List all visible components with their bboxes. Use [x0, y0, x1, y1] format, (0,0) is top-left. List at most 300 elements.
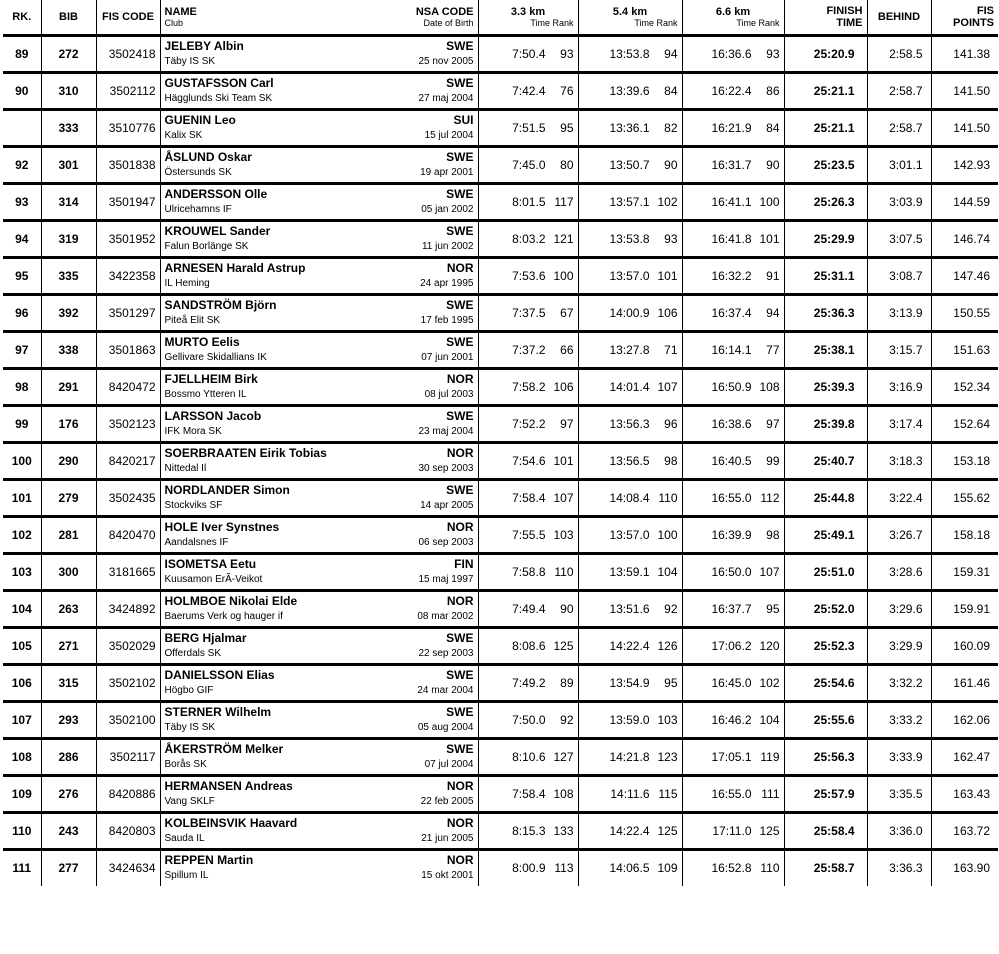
- fis-code-cell: 3502029: [96, 627, 160, 664]
- finish-time-cell: 25:31.1: [784, 257, 867, 294]
- bib-cell: 335: [41, 257, 96, 294]
- split-1-cell: [478, 368, 578, 405]
- date-of-birth: 19 apr 2001: [420, 166, 474, 178]
- fis-points-cell: 151.63: [931, 331, 998, 368]
- split-2-rank: 84: [664, 83, 678, 98]
- club-name: Kalix SK: [164, 129, 203, 141]
- fis-points-cell: 163.43: [931, 775, 998, 812]
- split-1-cell: [478, 294, 578, 331]
- split-3-rank: 100: [759, 194, 780, 209]
- split-3-time: 16:41.1: [711, 194, 752, 209]
- header-points-line1: FIS: [976, 4, 994, 17]
- header-rank: RK.: [3, 0, 41, 35]
- rank-cell: 104: [3, 590, 41, 627]
- split-2-rank: 92: [664, 601, 678, 616]
- rank-cell: 93: [3, 183, 41, 220]
- split-1-time: 7:58.4: [512, 490, 546, 505]
- date-of-birth: 08 jul 2003: [424, 388, 474, 400]
- date-of-birth: 23 maj 2004: [418, 425, 474, 437]
- split-2-cell: [578, 738, 682, 775]
- bib-cell: 319: [41, 220, 96, 257]
- split-3-rank: 101: [759, 231, 780, 246]
- club-name: Stockviks SF: [164, 499, 223, 511]
- split-3-rank: 102: [759, 675, 780, 690]
- club-name: IFK Mora SK: [164, 425, 222, 437]
- fis-points-cell: 147.46: [931, 257, 998, 294]
- nsa-code: SWE: [446, 482, 474, 497]
- split-3-rank: 77: [766, 342, 780, 357]
- name-cell: [160, 109, 478, 146]
- split-1-rank: 108: [553, 786, 574, 801]
- table-row: [3, 775, 998, 812]
- split-1-cell: [478, 627, 578, 664]
- fis-code-cell: 3501952: [96, 220, 160, 257]
- finish-time-cell: 25:40.7: [784, 442, 867, 479]
- split-2-cell: [578, 368, 682, 405]
- header-dob-label: Date of Birth: [423, 17, 474, 28]
- fis-points-cell: 163.72: [931, 812, 998, 849]
- split-3-rank: 98: [766, 527, 780, 542]
- athlete-name: SOERBRAATEN Eirik Tobias: [164, 445, 327, 460]
- split-3-cell: [682, 331, 784, 368]
- split-3-rank: 90: [766, 157, 780, 172]
- date-of-birth: 27 maj 2004: [418, 92, 474, 104]
- split-3-rank: 108: [759, 379, 780, 394]
- table-row: [3, 368, 998, 405]
- fis-code-cell: 3422358: [96, 257, 160, 294]
- split-3-rank: 97: [766, 416, 780, 431]
- behind-cell: 3:22.4: [867, 479, 931, 516]
- behind-cell: 2:58.7: [867, 72, 931, 109]
- header-fis-code: FIS CODE: [96, 0, 160, 35]
- split-2-rank: 126: [657, 638, 678, 653]
- split-2-cell: [578, 553, 682, 590]
- club-name: Gellivare Skidallians IK: [164, 351, 267, 363]
- split-1-time: 7:51.5: [512, 120, 546, 135]
- split-2-rank: 90: [664, 157, 678, 172]
- nsa-code: NOR: [446, 593, 474, 608]
- bib-cell: 263: [41, 590, 96, 627]
- fis-code-cell: 3502117: [96, 738, 160, 775]
- split-2-rank: 82: [664, 120, 678, 135]
- split-1-time: 7:50.0: [512, 712, 546, 727]
- athlete-name: KOLBEINSVIK Haavard: [164, 815, 298, 830]
- split-2-time: 13:27.8: [609, 342, 650, 357]
- fis-code-cell: 3501838: [96, 146, 160, 183]
- header-behind: BEHIND: [867, 0, 931, 35]
- split-3-time: 17:06.2: [711, 638, 752, 653]
- split-1-time: 7:58.8: [512, 564, 546, 579]
- table-row: [3, 294, 998, 331]
- bib-cell: 333: [41, 109, 96, 146]
- finish-time-cell: 25:39.3: [784, 368, 867, 405]
- header-club-label: Club: [164, 17, 184, 28]
- split-2-cell: [578, 183, 682, 220]
- split-3-cell: [682, 405, 784, 442]
- split-3-time: 16:32.2: [711, 268, 752, 283]
- rank-cell: 103: [3, 553, 41, 590]
- split-3-cell: [682, 183, 784, 220]
- bib-cell: 286: [41, 738, 96, 775]
- split-2-cell: [578, 627, 682, 664]
- split-1-time: 8:03.2: [512, 231, 546, 246]
- table-row: [3, 738, 998, 775]
- behind-cell: 3:16.9: [867, 368, 931, 405]
- split-3-time: 16:52.8: [711, 861, 752, 876]
- split-3-time: 16:50.9: [711, 379, 752, 394]
- finish-time-cell: 25:52.0: [784, 590, 867, 627]
- athlete-name: JELEBY Albin: [164, 38, 244, 53]
- rank-cell: 111: [3, 849, 41, 886]
- split-2-time: 13:54.9: [609, 675, 650, 690]
- club-name: Sauda IL: [164, 832, 205, 844]
- nsa-code: NOR: [446, 853, 474, 868]
- behind-cell: 3:03.9: [867, 183, 931, 220]
- name-cell: [160, 294, 478, 331]
- behind-cell: 2:58.7: [867, 109, 931, 146]
- table-row: [3, 627, 998, 664]
- nsa-code: SWE: [446, 75, 474, 90]
- name-cell: [160, 553, 478, 590]
- fis-points-cell: 162.06: [931, 701, 998, 738]
- bib-cell: 290: [41, 442, 96, 479]
- split-3-cell: [682, 368, 784, 405]
- split-2-rank: 101: [657, 268, 678, 283]
- header-name: [160, 0, 478, 35]
- behind-cell: 3:33.9: [867, 738, 931, 775]
- split-2-rank: 93: [664, 231, 678, 246]
- club-name: Vang SKLF: [164, 795, 215, 807]
- club-name: Piteå Elit SK: [164, 314, 221, 326]
- split-3-rank: 93: [766, 46, 780, 61]
- table-row: [3, 590, 998, 627]
- split-2-time: 13:57.1: [609, 194, 650, 209]
- bib-cell: 338: [41, 331, 96, 368]
- finish-time-cell: 25:38.1: [784, 331, 867, 368]
- split-2-rank: 110: [658, 490, 678, 505]
- split-3-time: 16:14.1: [711, 342, 752, 357]
- split-3-cell: [682, 479, 784, 516]
- nsa-code: SWE: [446, 408, 474, 423]
- split-3-cell: [682, 35, 784, 72]
- rank-cell: 101: [3, 479, 41, 516]
- date-of-birth: 06 sep 2003: [418, 536, 474, 548]
- fis-points-cell: 163.90: [931, 849, 998, 886]
- rank-cell: 96: [3, 294, 41, 331]
- athlete-name: KROUWEL Sander: [164, 223, 271, 238]
- split-1-rank: 89: [560, 675, 574, 690]
- name-cell: [160, 627, 478, 664]
- finish-time-cell: 25:36.3: [784, 294, 867, 331]
- club-name: Bossmo Ytteren IL: [164, 388, 247, 400]
- nsa-code: SWE: [446, 667, 474, 682]
- name-cell: [160, 701, 478, 738]
- finish-time-cell: 25:57.9: [784, 775, 867, 812]
- fis-code-cell: 3181665: [96, 553, 160, 590]
- rank-cell: 89: [15, 46, 29, 61]
- split-2-time: 13:51.6: [609, 601, 650, 616]
- athlete-name: ÅSLUND Oskar: [164, 149, 252, 164]
- table-row: [3, 701, 998, 738]
- name-cell: [160, 220, 478, 257]
- athlete-name: ISOMETSA Eetu: [164, 556, 257, 571]
- split-3-time: 16:46.2: [711, 712, 752, 727]
- name-cell: [160, 738, 478, 775]
- split-3-cell: [682, 109, 784, 146]
- split-3-rank: 95: [766, 601, 780, 616]
- split-3-time: 16:40.5: [711, 453, 752, 468]
- name-cell: [160, 590, 478, 627]
- fis-code-cell: 8420803: [96, 812, 160, 849]
- club-name: Offerdals SK: [164, 647, 222, 659]
- split-2-cell: [578, 590, 682, 627]
- behind-cell: 3:36.0: [867, 812, 931, 849]
- split-3-time: 16:55.0: [711, 490, 752, 505]
- nsa-code: SWE: [446, 741, 474, 756]
- athlete-name: STERNER Wilhelm: [164, 704, 272, 719]
- split-3-time: 16:37.7: [711, 601, 752, 616]
- split-3-rank: 125: [759, 823, 780, 838]
- rank-cell: 106: [3, 664, 41, 701]
- header-bib: BIB: [41, 0, 96, 35]
- split-1-time: 7:53.6: [512, 268, 546, 283]
- split-2-rank: 123: [657, 749, 678, 764]
- split-3-time: 16:41.8: [711, 231, 752, 246]
- table-body: [3, 35, 998, 886]
- split-2-cell: [578, 146, 682, 183]
- rank-cell: 102: [3, 516, 41, 553]
- table-row: [3, 183, 998, 220]
- split-2-rank: 107: [657, 379, 678, 394]
- nsa-code: SWE: [446, 704, 474, 719]
- fis-code-cell: 3424634: [96, 849, 160, 886]
- split-3-time: 16:21.9: [711, 120, 752, 135]
- split-2-time: 14:11.6: [610, 786, 650, 801]
- fis-points-cell: 146.74: [931, 220, 998, 257]
- split-2-time: 13:59.0: [609, 712, 650, 727]
- split-1-time: 7:58.2: [512, 379, 546, 394]
- table-row: [3, 35, 998, 72]
- split-1-rank: 117: [554, 194, 574, 209]
- split-1-rank: 97: [560, 416, 574, 431]
- header-name-label: NAME: [164, 5, 197, 18]
- split-2-time: 14:22.4: [609, 638, 650, 653]
- split-3-cell: [682, 590, 784, 627]
- split-1-rank: 67: [560, 305, 574, 320]
- split-1-cell: [478, 775, 578, 812]
- date-of-birth: 14 apr 2005: [420, 499, 474, 511]
- club-name: Aandalsnes IF: [164, 536, 229, 548]
- split-2-rank: 95: [664, 675, 678, 690]
- bib-cell: 243: [41, 812, 96, 849]
- name-cell: [160, 849, 478, 886]
- split-1-time: 7:54.6: [512, 453, 546, 468]
- bib-cell: 276: [41, 775, 96, 812]
- club-name: Täby IS SK: [164, 721, 216, 733]
- date-of-birth: 08 mar 2002: [417, 610, 474, 622]
- rank-cell: 105: [3, 627, 41, 664]
- name-cell: [160, 812, 478, 849]
- split-2-cell: [578, 331, 682, 368]
- fis-code-cell: 3502435: [96, 479, 160, 516]
- fis-points-cell: 152.34: [931, 368, 998, 405]
- split-1-cell: [478, 812, 578, 849]
- split-2-cell: [578, 701, 682, 738]
- fis-points-cell: 142.93: [931, 146, 998, 183]
- split-2-rank: 100: [657, 527, 678, 542]
- split-3-cell: [682, 516, 784, 553]
- split-1-rank: 103: [553, 527, 574, 542]
- split-2-time: 14:08.4: [609, 490, 650, 505]
- fis-code-cell: 3510776: [96, 109, 160, 146]
- split-2-cell: [578, 775, 682, 812]
- split-3-cell: [682, 738, 784, 775]
- split-1-cell: [478, 553, 578, 590]
- split-3-time: 16:55.0: [711, 786, 752, 801]
- fis-code-cell: 3502102: [96, 664, 160, 701]
- date-of-birth: 05 aug 2004: [417, 721, 474, 733]
- bib-cell: 392: [41, 294, 96, 331]
- split-2-rank: 109: [657, 861, 678, 876]
- behind-cell: 3:08.7: [867, 257, 931, 294]
- finish-time-cell: 25:20.9: [784, 35, 867, 72]
- nsa-code: NOR: [446, 815, 474, 830]
- club-name: Borås SK: [164, 758, 207, 770]
- finish-time-cell: 25:23.5: [784, 146, 867, 183]
- split-1-cell: [478, 183, 578, 220]
- split-3-cell: [682, 553, 784, 590]
- split-1-time: 7:37.5: [512, 305, 546, 320]
- split-3-cell: [682, 812, 784, 849]
- split-3-cell: [682, 442, 784, 479]
- split-2-cell: [578, 72, 682, 109]
- date-of-birth: 15 jul 2004: [424, 129, 474, 141]
- table-row: [3, 257, 998, 294]
- split-2-rank: 96: [664, 416, 678, 431]
- split-1-rank: 100: [553, 268, 574, 283]
- rank-cell: 109: [3, 775, 41, 812]
- split-1-time: 8:10.6: [512, 749, 546, 764]
- split-3-rank: 84: [766, 120, 780, 135]
- finish-time-cell: 25:44.8: [784, 479, 867, 516]
- nsa-code: SWE: [446, 223, 474, 238]
- date-of-birth: 05 jan 2002: [421, 203, 474, 215]
- split-1-time: 7:37.2: [512, 342, 546, 357]
- finish-time-cell: 25:55.6: [784, 701, 867, 738]
- split-2-cell: [578, 664, 682, 701]
- finish-time-cell: 25:58.4: [784, 812, 867, 849]
- split-2-time: 13:53.8: [609, 231, 650, 246]
- header-split-3-distance: 6.6 km: [715, 5, 751, 18]
- split-2-time: 13:39.6: [609, 83, 650, 98]
- split-2-rank: 94: [664, 46, 678, 61]
- split-1-time: 8:15.3: [512, 823, 546, 838]
- nsa-code: SWE: [446, 149, 474, 164]
- athlete-name: FJELLHEIM Birk: [164, 371, 258, 386]
- header-split-1-distance: 3.3 km: [510, 5, 546, 18]
- rank-cell: 110: [3, 812, 41, 849]
- table-row: [3, 72, 998, 109]
- behind-cell: 3:36.3: [867, 849, 931, 886]
- split-2-time: 13:36.1: [609, 120, 650, 135]
- fis-points-cell: 155.62: [931, 479, 998, 516]
- club-name: Ulricehamns IF: [164, 203, 232, 215]
- nsa-code: NOR: [446, 778, 474, 793]
- split-3-rank: 91: [766, 268, 780, 283]
- split-1-time: 8:00.9: [512, 861, 546, 876]
- split-3-rank: 99: [766, 453, 780, 468]
- split-2-cell: [578, 442, 682, 479]
- header-fis-points: [931, 0, 998, 35]
- split-2-cell: [578, 257, 682, 294]
- fis-points-cell: 152.64: [931, 405, 998, 442]
- split-1-rank: 90: [560, 601, 574, 616]
- athlete-name: HOLMBOE Nikolai Elde: [164, 593, 298, 608]
- split-1-time: 7:42.4: [512, 83, 546, 98]
- split-1-cell: [478, 738, 578, 775]
- rank-cell: 90: [3, 72, 41, 109]
- table-row: [3, 812, 998, 849]
- split-2-rank: 106: [657, 305, 678, 320]
- name-cell: [160, 72, 478, 109]
- fis-points-cell: 159.91: [931, 590, 998, 627]
- finish-time-cell: 25:54.6: [784, 664, 867, 701]
- athlete-name: GUENIN Leo: [164, 112, 236, 127]
- split-1-cell: [478, 590, 578, 627]
- split-2-time: 13:56.5: [609, 453, 650, 468]
- split-2-cell: [578, 812, 682, 849]
- finish-time-cell: 25:51.0: [784, 553, 867, 590]
- nsa-code: SWE: [446, 38, 474, 53]
- header-split-2: [578, 0, 682, 35]
- split-3-time: 16:38.6: [711, 416, 752, 431]
- header-split-2-distance: 5.4 km: [612, 5, 648, 18]
- date-of-birth: 25 nov 2005: [418, 55, 474, 67]
- date-of-birth: 22 feb 2005: [420, 795, 474, 807]
- split-3-time: 16:36.6: [711, 46, 752, 61]
- split-2-time: 14:22.4: [609, 823, 650, 838]
- split-2-time: 14:21.8: [609, 749, 650, 764]
- header-split-3-time-rank: Time Rank: [736, 17, 780, 28]
- split-1-cell: [478, 701, 578, 738]
- header-split-1-time-rank: Time Rank: [530, 17, 574, 28]
- split-1-rank: 133: [553, 823, 574, 838]
- split-2-time: 13:57.0: [609, 268, 650, 283]
- behind-cell: 3:33.2: [867, 701, 931, 738]
- date-of-birth: 15 okt 2001: [421, 870, 474, 882]
- date-of-birth: 17 feb 1995: [420, 314, 474, 326]
- fis-points-cell: 160.09: [931, 627, 998, 664]
- split-3-rank: 107: [759, 564, 780, 579]
- split-3-time: 16:50.0: [711, 564, 752, 579]
- behind-cell: 3:29.9: [867, 627, 931, 664]
- table-row: [3, 109, 998, 146]
- fis-points-cell: 141.50: [931, 109, 998, 146]
- fis-code-cell: 3501297: [96, 294, 160, 331]
- split-1-time: 7:49.2: [512, 675, 546, 690]
- split-1-cell: [478, 516, 578, 553]
- name-cell: [160, 257, 478, 294]
- split-3-rank: 110: [760, 861, 780, 876]
- name-cell: [160, 146, 478, 183]
- table-row: [3, 479, 998, 516]
- fis-code-cell: 3502100: [96, 701, 160, 738]
- date-of-birth: 07 jul 2004: [424, 758, 474, 770]
- date-of-birth: 15 maj 1997: [418, 573, 474, 585]
- split-1-cell: [478, 257, 578, 294]
- split-1-rank: 127: [553, 749, 574, 764]
- nsa-code: NOR: [446, 519, 474, 534]
